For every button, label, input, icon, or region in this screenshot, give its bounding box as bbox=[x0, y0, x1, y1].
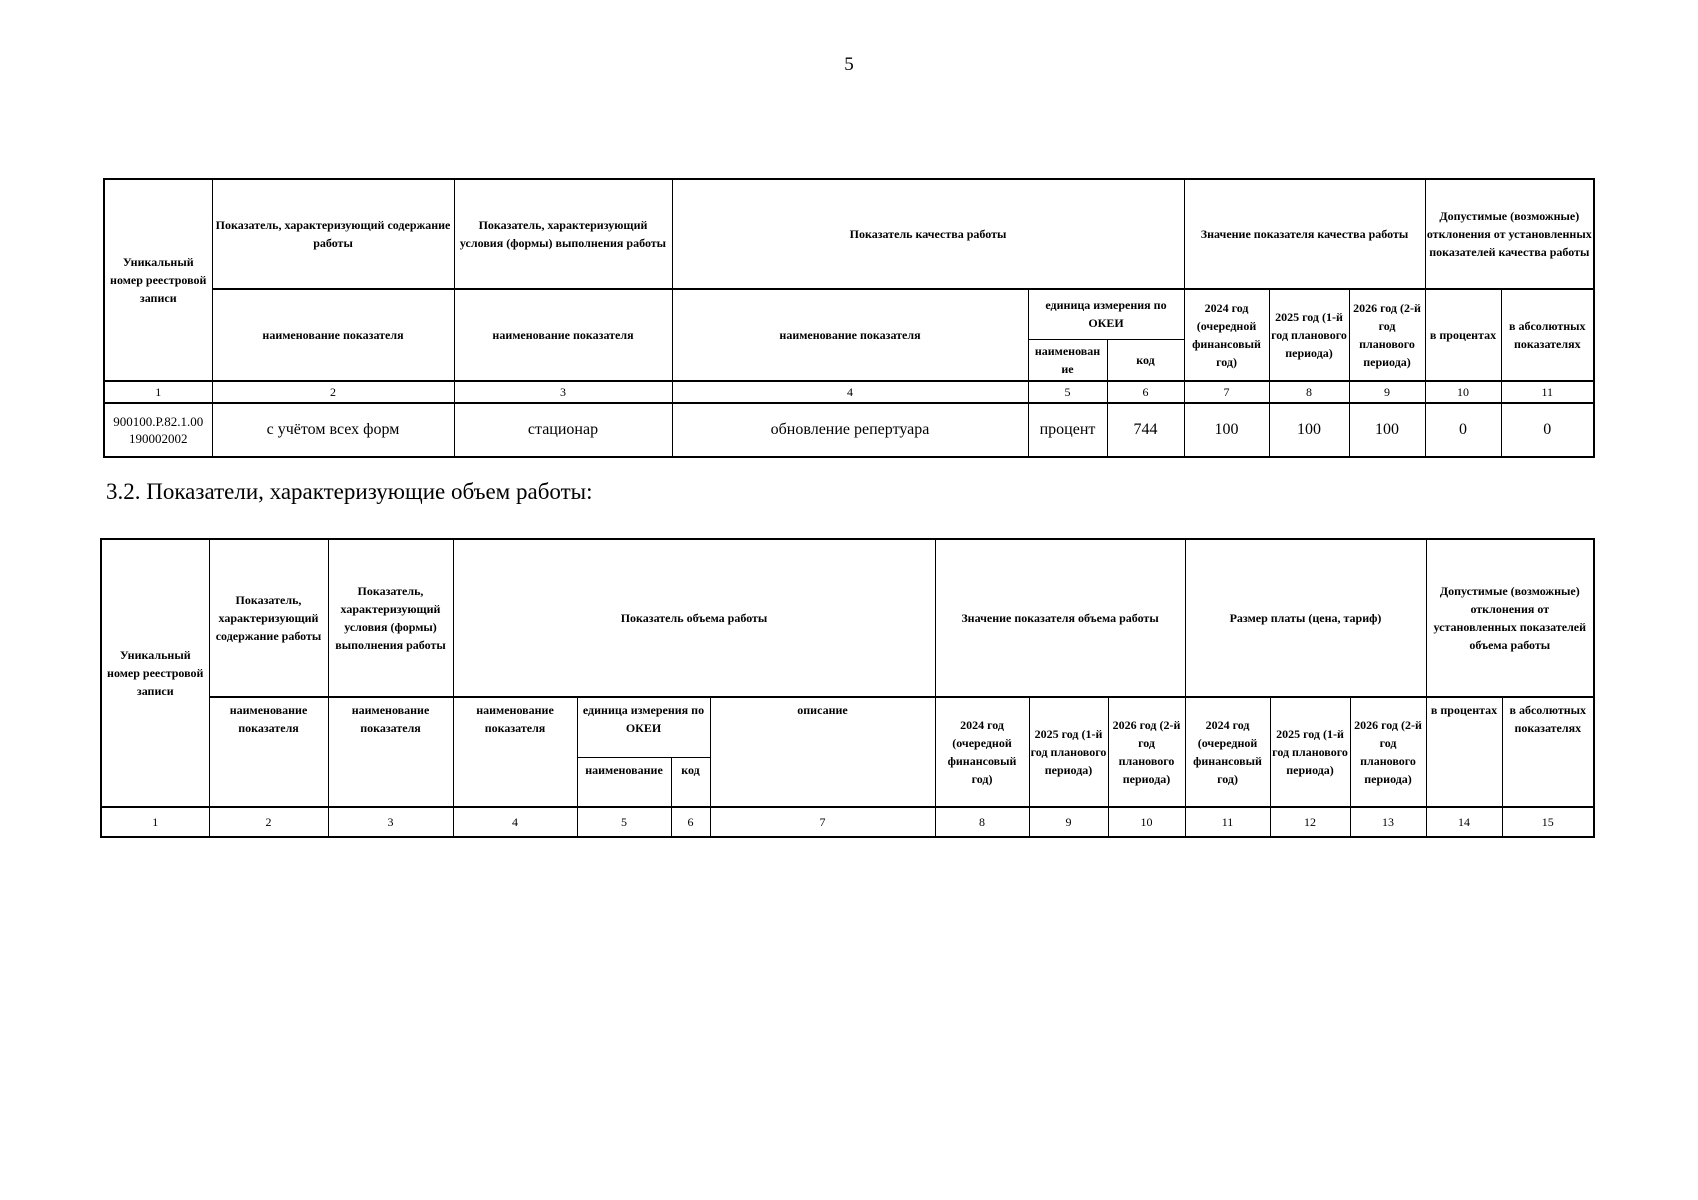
header-okei-unit: единица измерения по ОКЕИ bbox=[1028, 289, 1184, 339]
cell-value-2025: 100 bbox=[1269, 403, 1349, 457]
header-fee-2024: 2024 год (очередной финансовый год) bbox=[1185, 697, 1270, 807]
column-number: 10 bbox=[1425, 381, 1501, 403]
header-unique-number: Уникальный номер реестровой записи bbox=[104, 179, 212, 381]
header-year-2025: 2025 год (1-й год планового периода) bbox=[1269, 289, 1349, 381]
column-number: 6 bbox=[671, 807, 710, 837]
header-description: описание bbox=[710, 697, 935, 807]
header-okei-name: наименование bbox=[577, 757, 671, 807]
cell-dev-percent: 0 bbox=[1425, 403, 1501, 457]
column-number: 13 bbox=[1350, 807, 1426, 837]
header-quality-value: Значение показателя качества работы bbox=[1184, 179, 1425, 289]
column-number: 8 bbox=[1269, 381, 1349, 403]
header-year-2025: 2025 год (1-й год планового периода) bbox=[1029, 697, 1108, 807]
column-number: 15 bbox=[1502, 807, 1594, 837]
header-okei-code: код bbox=[671, 757, 710, 807]
column-number: 11 bbox=[1501, 381, 1594, 403]
column-number: 1 bbox=[101, 807, 209, 837]
table-row bbox=[104, 403, 1594, 457]
column-number: 2 bbox=[209, 807, 328, 837]
header-okei-unit: единица измерения по ОКЕИ bbox=[577, 697, 710, 757]
cell-content: с учётом всех форм bbox=[212, 403, 454, 457]
header-content-indicator: Показатель, характеризующий содержание работы bbox=[209, 539, 328, 697]
header-year-2024: 2024 год (очередной финансовый год) bbox=[935, 697, 1029, 807]
header-quality-indicator: Показатель качества работы bbox=[672, 179, 1184, 289]
column-number: 7 bbox=[1184, 381, 1269, 403]
header-year-2026: 2026 год (2-й год планового периода) bbox=[1349, 289, 1425, 381]
column-number: 9 bbox=[1349, 381, 1425, 403]
header-in-absolute: в абсолютных показателях bbox=[1502, 697, 1594, 807]
cell-indicator: обновление репертуара bbox=[672, 403, 1028, 457]
cell-unit-name: процент bbox=[1028, 403, 1107, 457]
header-year-2024: 2024 год (очередной финансовый год) bbox=[1184, 289, 1269, 381]
header-okei-code: код bbox=[1107, 339, 1184, 381]
header-fee-2026: 2026 год (2-й год планового периода) bbox=[1350, 697, 1426, 807]
header-name-col4: наименование показателя bbox=[453, 697, 577, 807]
column-number: 4 bbox=[453, 807, 577, 837]
header-in-percent: в процентах bbox=[1425, 289, 1501, 381]
column-number: 14 bbox=[1426, 807, 1502, 837]
column-number: 12 bbox=[1270, 807, 1350, 837]
header-fee-2025: 2025 год (1-й год планового периода) bbox=[1270, 697, 1350, 807]
column-number: 10 bbox=[1108, 807, 1185, 837]
column-number: 6 bbox=[1107, 381, 1184, 403]
column-number: 5 bbox=[1028, 381, 1107, 403]
header-deviations: Допустимые (возможные) отклонения от установленных показателей качества работы bbox=[1425, 179, 1594, 289]
header-name-col2: наименование показателя bbox=[209, 697, 328, 807]
header-in-absolute: в абсолютных показателях bbox=[1501, 289, 1594, 381]
header-deviations: Допустимые (возможные) отклонения от установленных показателей объема работы bbox=[1426, 539, 1594, 697]
cell-value-2026: 100 bbox=[1349, 403, 1425, 457]
volume-indicators-table bbox=[100, 538, 1595, 838]
header-year-2026: 2026 год (2-й год планового периода) bbox=[1108, 697, 1185, 807]
header-okei-name: наименован ие bbox=[1028, 339, 1107, 381]
column-number: 3 bbox=[328, 807, 453, 837]
header-volume-indicator: Показатель объема работы bbox=[453, 539, 935, 697]
page-number: 5 bbox=[844, 54, 854, 75]
cell-conditions: стационар bbox=[454, 403, 672, 457]
column-number: 7 bbox=[710, 807, 935, 837]
column-number: 9 bbox=[1029, 807, 1108, 837]
section-heading: 3.2. Показатели, характеризующие объем работы: bbox=[106, 479, 593, 504]
header-name-col2: наименование показателя bbox=[212, 289, 454, 381]
column-number: 5 bbox=[577, 807, 671, 837]
column-number: 1 bbox=[104, 381, 212, 403]
header-fee: Размер платы (цена, тариф) bbox=[1185, 539, 1426, 697]
column-number: 4 bbox=[672, 381, 1028, 403]
header-volume-value: Значение показателя объема работы bbox=[935, 539, 1185, 697]
cell-dev-absolute: 0 bbox=[1501, 403, 1594, 457]
header-name-col4: наименование показателя bbox=[672, 289, 1028, 381]
column-number: 8 bbox=[935, 807, 1029, 837]
column-number: 11 bbox=[1185, 807, 1270, 837]
quality-indicators-table bbox=[103, 178, 1595, 458]
header-content-indicator: Показатель, характеризующий содержание работы bbox=[212, 179, 454, 289]
header-conditions-indicator: Показатель, характеризующий условия (формы) выполнения работы bbox=[328, 539, 453, 697]
cell-value-2024: 100 bbox=[1184, 403, 1269, 457]
cell-unit-code: 744 bbox=[1107, 403, 1184, 457]
header-name-col3: наименование показателя bbox=[454, 289, 672, 381]
header-name-col3: наименование показателя bbox=[328, 697, 453, 807]
column-number: 3 bbox=[454, 381, 672, 403]
cell-unique-number: 900100.Р.82.1.00 190002002 bbox=[104, 403, 212, 457]
header-conditions-indicator: Показатель, характеризующий условия (формы) выполнения работы bbox=[454, 179, 672, 289]
column-number: 2 bbox=[212, 381, 454, 403]
header-in-percent: в процентах bbox=[1426, 697, 1502, 807]
header-unique-number: Уникальный номер реестровой записи bbox=[101, 539, 209, 807]
